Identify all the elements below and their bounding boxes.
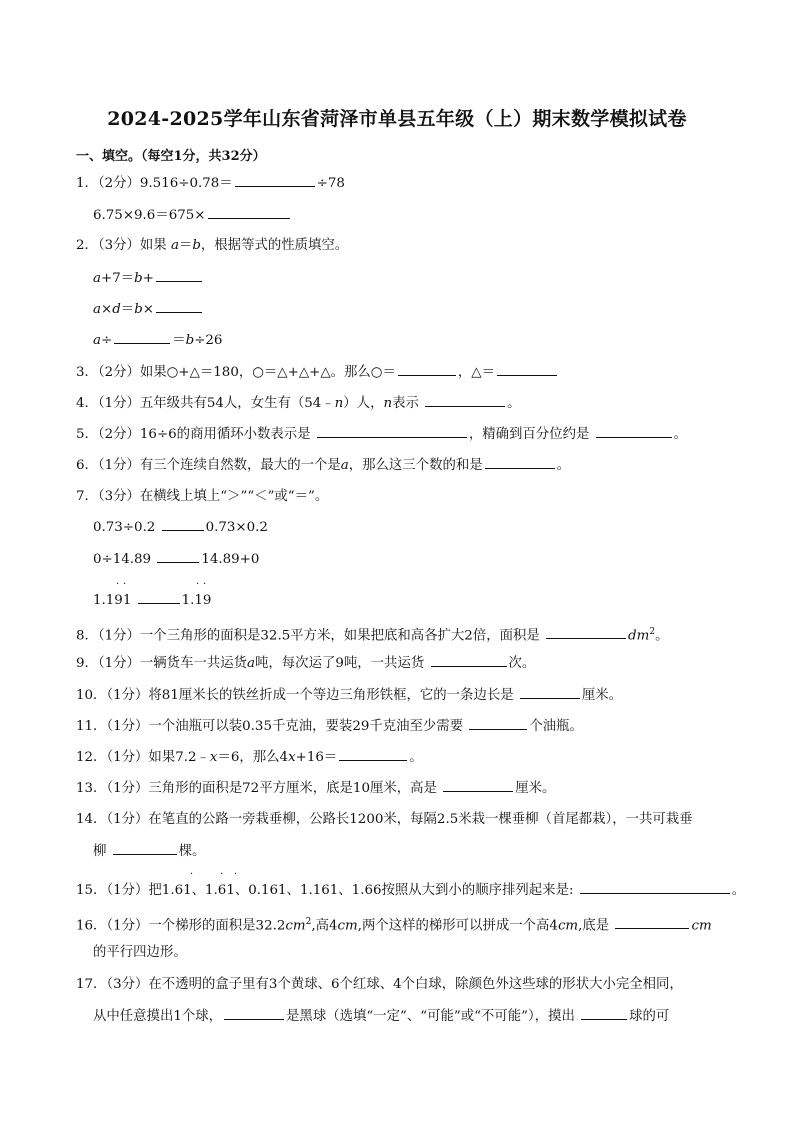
question-14-line-2: 柳 棵。: [93, 841, 205, 862]
answer-blank[interactable]: [485, 455, 555, 469]
repeating-dot: ·: [123, 579, 127, 590]
question-7-line-1: 0.73÷0.2 0.73×0.2: [93, 517, 268, 538]
answer-blank[interactable]: [339, 747, 407, 761]
answer-blank[interactable]: [157, 549, 199, 563]
answer-blank[interactable]: [546, 625, 626, 639]
question-8: 8．（1分）一个三角形的面积是32.5平方米，如果把底和高各扩大2倍，面积是 $dm^2$。: [76, 627, 669, 644]
question-17: 17．（3分）在不透明的盒子里有3个黄球、6个红球、4个白球，除颜色外这些球的形状大小完全相同，: [76, 977, 683, 992]
answer-blank[interactable]: [425, 393, 505, 407]
question-6: 6．（1分）有三个连续自然数，最大的一个是a，那么这三个数的和是 。: [76, 455, 570, 476]
answer-blank[interactable]: [235, 173, 315, 187]
question-10: 10．（1分）将81厘米长的铁丝折成一个等边三角形铁框，它的一条边长是 厘米。: [76, 685, 622, 706]
question-11: 11．（1分）一个油瓶可以装0.35千克油，要装29千克油至少需要 个油瓶。: [76, 716, 583, 737]
answer-blank[interactable]: [443, 778, 513, 792]
answer-blank[interactable]: [208, 205, 290, 219]
answer-blank[interactable]: [615, 915, 689, 929]
question-9: 9．（1分）一辆货车一共运货a吨，每次运了9吨，一共运货 次。: [76, 653, 535, 674]
question-4: 4．（1分）五年级共有54人，女生有（54﹣n）人，n表示 。: [76, 393, 521, 414]
answer-blank[interactable]: [224, 1006, 284, 1020]
question-16-line-2: 的平行四边形。: [93, 945, 187, 960]
question-2-line-1: a+7＝b+: [93, 268, 204, 289]
answer-blank[interactable]: [398, 362, 456, 376]
answer-blank[interactable]: [113, 841, 177, 855]
answer-blank[interactable]: [520, 685, 580, 699]
question-14: 14．（1分）在笔直的公路一旁栽垂柳，公路长1200米，每隔2.5米栽一棵垂柳（首尾都栽），一共可栽垂: [76, 812, 693, 827]
question-1: 1．（2分）9.516÷0.78＝ ÷78: [76, 173, 345, 194]
repeating-dot: ·: [234, 869, 238, 880]
question-16: 16．（1分）一个梯形的面积是$32.2cm^2$,高4cm,两个这样的梯形可以拼成一个高4cm,底是 cm: [76, 917, 712, 934]
answer-blank[interactable]: [156, 268, 202, 282]
answer-blank[interactable]: [469, 716, 527, 730]
repeating-dot: ·: [203, 579, 207, 590]
question-13: 13．（1分）三角形的面积是72平方厘米，底是10厘米，高是 厘米。: [76, 778, 555, 799]
question-3: 3．（2分）如果○+△＝180，○＝△+△+△。那么○＝ ，△＝: [76, 362, 559, 383]
section-heading: 一、填空。（每空1分，共32分）: [76, 149, 266, 164]
question-2-line-3: a÷ ＝b÷26: [93, 330, 222, 351]
answer-blank[interactable]: [317, 424, 467, 438]
answer-blank[interactable]: [497, 362, 557, 376]
question-5: 5．（2分）16÷6的商用循环小数表示是 ，精确到百分位约是 。: [76, 424, 687, 445]
question-7: 7．（3分）在横线上填上“＞”“＜”或“＝”。: [76, 489, 329, 504]
answer-blank[interactable]: [156, 299, 202, 313]
answer-blank[interactable]: [162, 517, 204, 531]
answer-blank[interactable]: [138, 590, 180, 604]
page-title: 2024-2025学年山东省菏泽市单县五年级（上）期末数学模拟试卷: [107, 108, 687, 130]
question-7-line-2: 0÷14.89 14.89+0: [93, 549, 259, 570]
answer-blank[interactable]: [581, 1006, 627, 1020]
question-2: 2．（3分）如果 a＝b，根据等式的性质填空。: [76, 238, 349, 253]
question-15: 15．（1分）把1.61、1.61、0.161、1.161、1.66按照从大到小的顺序排列起来是: 。: [76, 880, 745, 901]
repeating-dot: ·: [116, 579, 120, 590]
question-12: 12．（1分）如果7.2﹣x＝6，那么4x+16＝ 。: [76, 747, 423, 768]
answer-blank[interactable]: [114, 330, 170, 344]
question-17-line-2: 从中任意摸出1个球， 是黑球（选填“一定”、“可能”或“不可能”），摸出 球的可: [93, 1006, 669, 1027]
question-7-line-3: 1.191 1.19: [93, 590, 211, 611]
repeating-dot: ·: [190, 869, 194, 880]
answer-blank[interactable]: [580, 880, 730, 894]
repeating-dot: ·: [220, 869, 224, 880]
question-1-line-2: 6.75×9.6＝675×: [93, 205, 292, 226]
answer-blank[interactable]: [431, 653, 507, 667]
answer-blank[interactable]: [596, 424, 672, 438]
question-2-line-2: a×d＝b×: [93, 299, 204, 320]
repeating-dot: ·: [196, 579, 200, 590]
